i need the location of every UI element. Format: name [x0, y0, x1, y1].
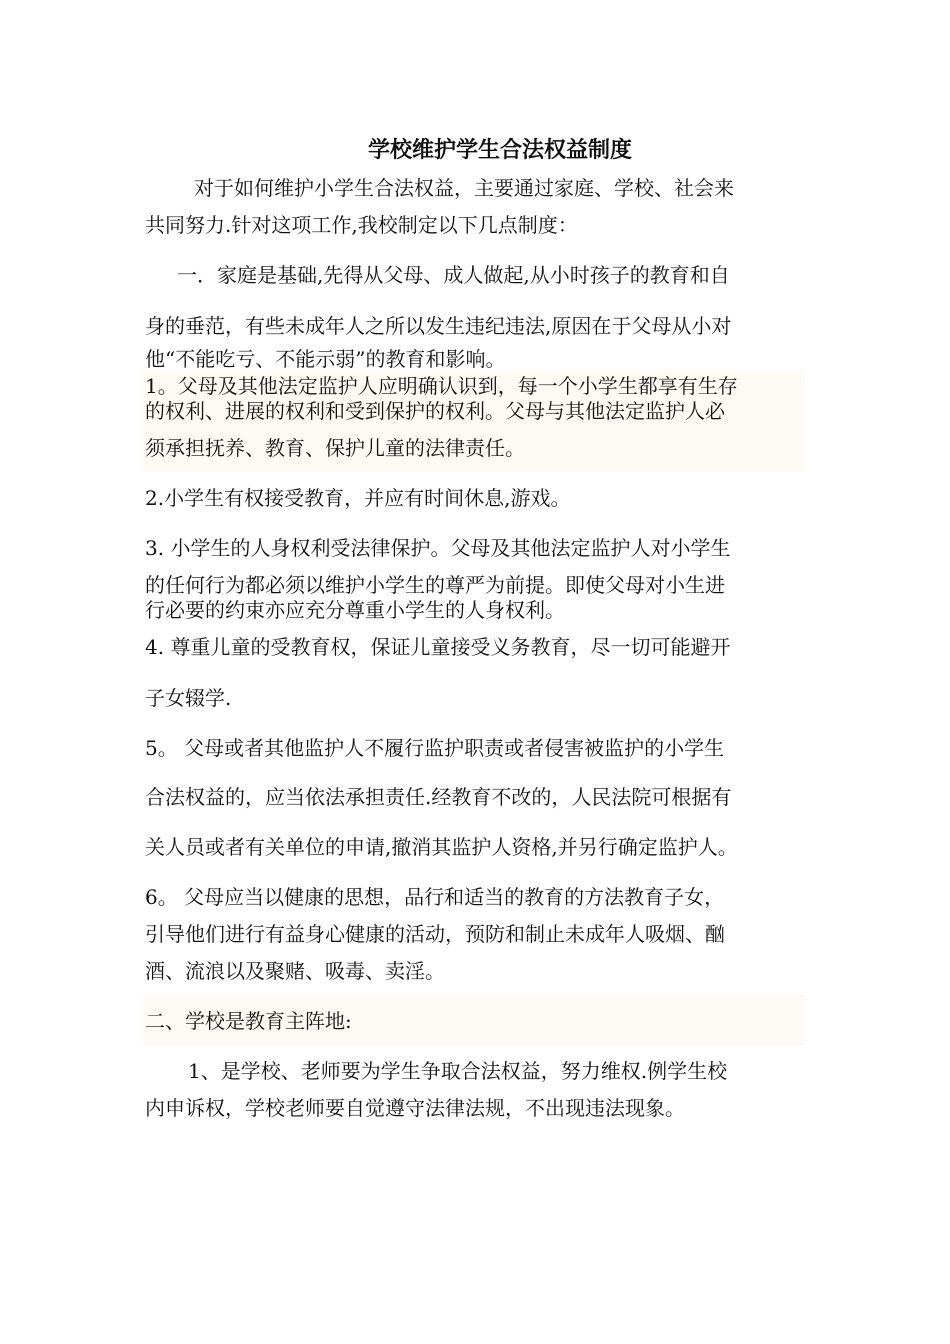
paragraph-line: 酒、流浪以及聚赌、吸毒、卖淫。	[145, 959, 445, 983]
paragraph-line: 1。父母及其他法定监护人应明确认识到，每一个小学生都享有生存	[145, 374, 738, 398]
paragraph-line: 1、是学校、老师要为学生争取合法权益，努力维权.例学生校	[188, 1059, 728, 1083]
paragraph-line: 子女辍学.	[145, 686, 232, 710]
paragraph-line: 须承担抚养、教育、保护儿童的法律责任。	[145, 436, 525, 460]
paragraph-line: 共同努力.针对这项工作,我校制定以下几点制度：	[145, 213, 578, 237]
paragraph-line: 合法权益的，应当依法承担责任.经教育不改的，人民法院可根据有	[145, 785, 732, 809]
paragraph-line: 5。 父母或者其他监护人不履行监护职责或者侵害被监护的小学生	[145, 736, 725, 760]
paragraph-line: 2.小学生有权接受教育，并应有时间休息,游戏。	[145, 486, 571, 510]
paragraph-line: 的权利、进展的权利和受到保护的权利。父母与其他法定监护人必	[145, 399, 725, 423]
paragraph-line: 6。 父母应当以健康的思想，品行和适当的教育的方法教育子女，	[145, 885, 725, 909]
paragraph-line: 他“不能吃亏、不能示弱”的教育和影响。	[145, 347, 506, 371]
document-title: 学校维护学生合法权益制度	[367, 137, 632, 163]
paragraph-line: 4. 尊重儿童的受教育权，保证儿童接受义务教育，尽一切可能避开	[145, 635, 731, 659]
paragraph-line: 内申诉权，学校老师要自觉遵守法律法规，不出现违法现象。	[145, 1096, 685, 1120]
section-heading: 二、学校是教育主阵地:	[145, 1009, 352, 1033]
paragraph-line: 引导他们进行有益身心健康的活动，预防和制止未成年人吸烟、酗	[145, 922, 725, 946]
paragraph-line: 的任何行为都必须以维护小学生的尊严为前提。即使父母对小生进	[145, 573, 725, 597]
paragraph-line: 对于如何维护小学生合法权益，主要通过家庭、学校、社会来	[194, 176, 734, 200]
paragraph-line: 一．家庭是基础,先得从父母、成人做起,从小时孩子的教育和自	[177, 263, 730, 287]
paragraph-line: 关人员或者有关单位的申请,撤消其监护人资格,并另行确定监护人。	[145, 835, 738, 859]
paragraph-line: 行必要的约束亦应充分尊重小学生的人身权利。	[145, 598, 565, 622]
paragraph-line: 3. 小学生的人身权利受法律保护。父母及其他法定监护人对小学生	[145, 536, 731, 560]
paragraph-line: 身的垂范，有些未成年人之所以发生违纪违法,原因在于父母从小对	[145, 314, 732, 338]
